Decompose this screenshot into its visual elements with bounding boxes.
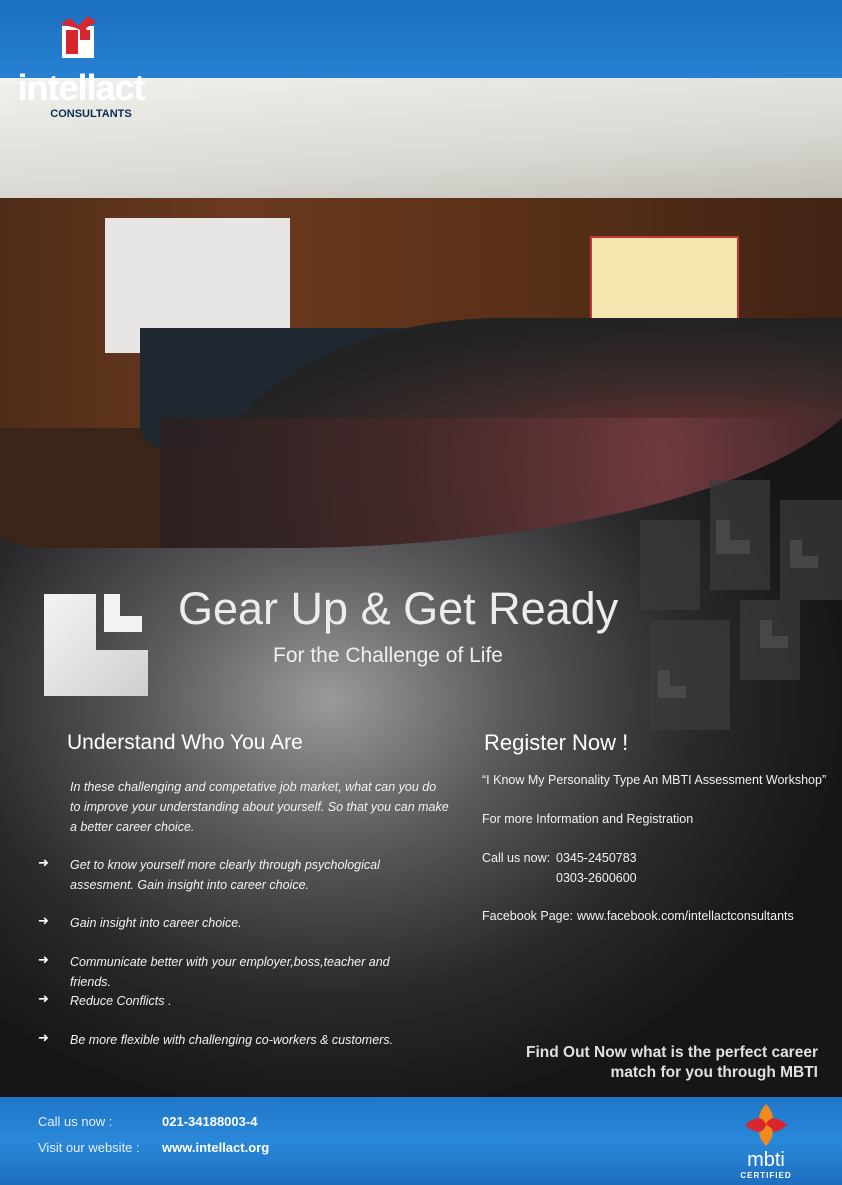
register-heading: Register Now ! <box>484 730 629 755</box>
list-item-text: Get to know yourself more clearly through psychological assesment. Gain insight into career choice. <box>70 858 380 892</box>
facebook-link[interactable]: www.facebook.com/intellactconsultants <box>577 909 794 923</box>
arrow-bullet-icon: ➜ <box>38 992 49 1007</box>
mbti-badge <box>735 1100 797 1182</box>
brand-name: intellact <box>17 67 145 108</box>
callout-line-1: Find Out Now what is the perfect career <box>526 1044 818 1061</box>
list-item-text: Communicate better with your employer,boss,teacher and friends. <box>70 955 390 989</box>
brand-mark-icon <box>58 16 104 62</box>
footer-bar <box>0 1097 842 1185</box>
arrow-bullet-icon: ➜ <box>38 953 49 968</box>
arrow-bullet-icon: ➜ <box>38 856 49 871</box>
phone-2[interactable]: 0303-2600600 <box>556 871 637 885</box>
workshop-title: “I Know My Personality Type An MBTI Assessment Workshop” <box>482 773 827 787</box>
auditorium-photo <box>0 78 842 548</box>
l-shape-decoration-icon <box>44 594 148 696</box>
list-item-text: Be more flexible with challenging co-workers & customers. <box>70 1033 394 1047</box>
call-label: Call us now: <box>482 851 551 865</box>
arrow-bullet-icon: ➜ <box>38 1031 49 1046</box>
arrow-bullet-icon: ➜ <box>38 914 49 929</box>
mbti-certified: CERTIFIED <box>740 1171 792 1180</box>
mbti-callout <box>470 1043 818 1083</box>
mbti-logo-icon <box>741 1100 791 1150</box>
pattern-decoration-icon <box>640 480 842 730</box>
list-item-text: Reduce Conflicts . <box>70 994 172 1008</box>
callout-line-2: match for you through MBTI <box>610 1064 818 1081</box>
mbti-name: mbti <box>747 1149 785 1171</box>
list-item-text: Gain insight into career choice. <box>70 916 242 930</box>
registration-info: For more Information and Registration <box>482 812 694 826</box>
brand-tagline: CONSULTANTS <box>50 108 132 120</box>
facebook-label: Facebook Page: <box>482 909 574 923</box>
left-heading: Understand Who You Are <box>67 731 303 754</box>
footer-web-label: Visit our website : <box>38 1140 140 1155</box>
footer-phone[interactable]: 021-34188003-4 <box>162 1114 258 1129</box>
footer-call-label: Call us now : <box>38 1114 113 1129</box>
hero-title: Gear Up & Get Ready <box>178 583 619 634</box>
intro-paragraph: In these challenging and competative job market, what can you do to improve your understanding about yourself. So that you can make a better career choice. <box>70 780 449 834</box>
brand-logo <box>16 10 146 125</box>
footer-website-link[interactable]: www.intellact.org <box>162 1140 270 1155</box>
phone-1[interactable]: 0345-2450783 <box>556 851 637 865</box>
hero-subtitle: For the Challenge of Life <box>273 644 503 667</box>
